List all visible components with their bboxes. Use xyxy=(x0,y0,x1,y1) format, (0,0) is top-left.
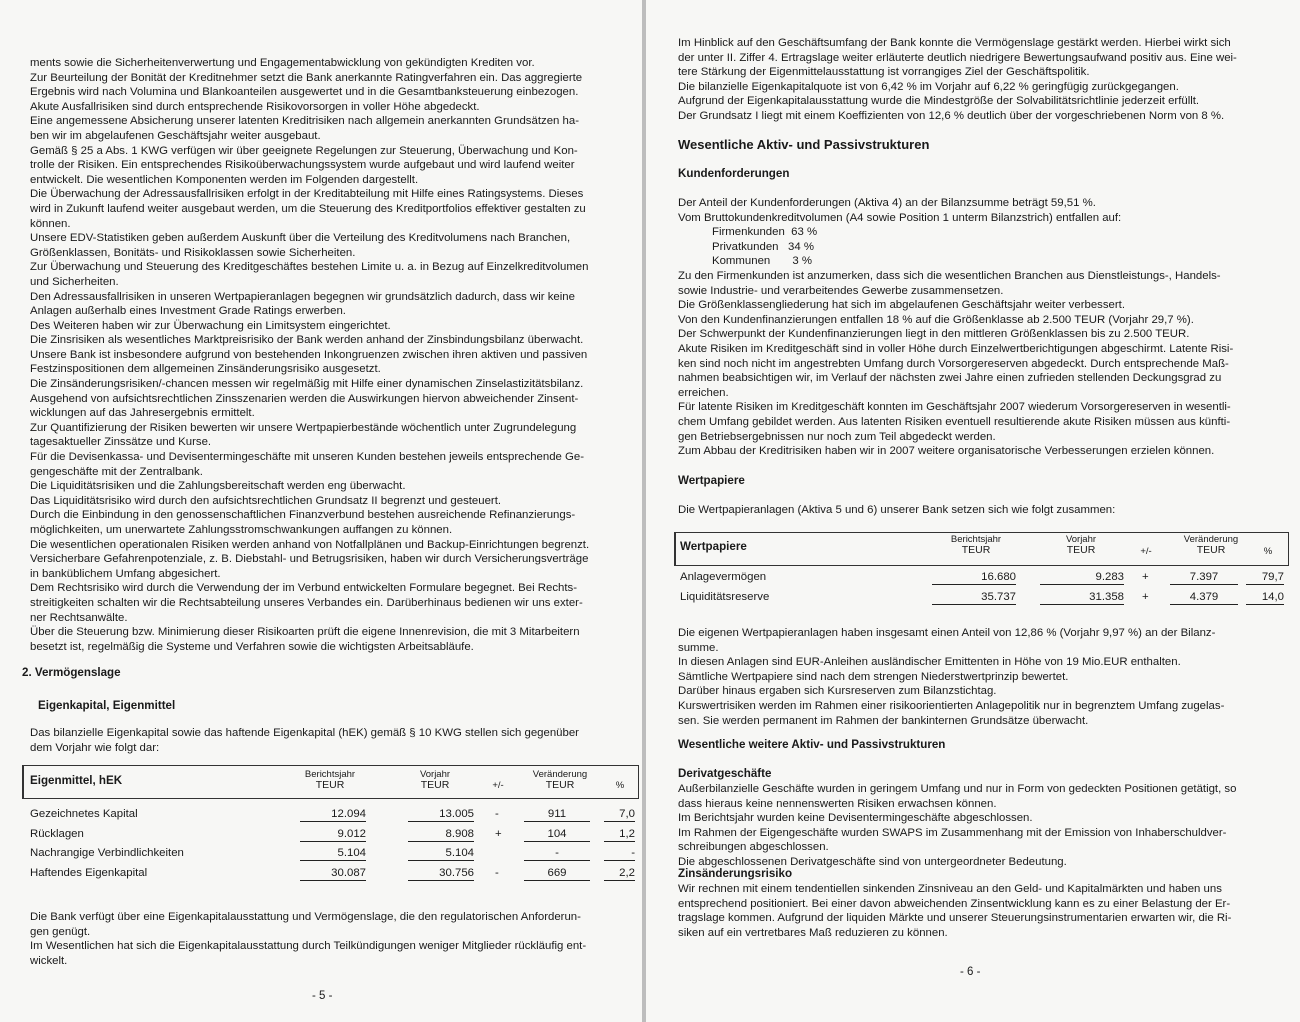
table-title: Wertpapiere xyxy=(680,540,747,553)
text-line: ken sind noch nicht im angestrebten Umfang durch Vorsorgereserven abgedeckt. Durch entsprechende Maß- xyxy=(678,357,1229,370)
text-line: Von den Kundenfinanzierungen entfallen 18 % auf die Größenklasse ab 2.500 TEUR (Vorjahr 29,7 %). xyxy=(678,313,1194,326)
text-line: Die Zinsrisiken als wesentliches Marktpreisrisiko der Bank werden anhand der Zinsbindungsbilanz überwacht. xyxy=(30,334,584,347)
text-line: Die abgeschlossenen Derivatgeschäfte sind von untergeordneter Bedeutung. xyxy=(678,855,1067,868)
cell-pct: 2,2 xyxy=(604,867,635,881)
text-line: streitigkeiten schalten wir die Rechtsabteilung unseres Verbandes ein. Darüberhinaus bedienen wir uns exter- xyxy=(30,596,583,609)
text-line: Außerbilanzielle Geschäfte wurden in geringem Umfang und nur in Form von gedeckten Positionen getätigt, so xyxy=(678,783,1237,795)
text-line: Anlagen außerhalb eines Investment Grade Ratings erwerben. xyxy=(30,305,346,318)
cell-current: 30.087 xyxy=(300,867,366,881)
cell-prior: 30.756 xyxy=(408,867,474,881)
header-current: Berichtsjahr TEUR xyxy=(304,769,356,791)
kunden-heading: Kundenforderungen xyxy=(678,167,790,180)
text-line: Zum Abbau der Kreditrisiken haben wir in 2007 weitere organisatorische Verbesserungen erzielen können. xyxy=(678,445,1215,458)
text-line: Das bilanzielle Eigenkapital sowie das haftende Eigenkapital (hEK) gemäß § 10 KWG stellen sich gegenüber xyxy=(30,727,579,739)
text-line: Kommunen 3 % xyxy=(712,255,813,268)
text-line: Dem Rechtsrisiko wird durch die Verwendung der im Verbund entwickelten Formulare begegnet. Bei Rechts- xyxy=(30,582,578,595)
text-line: Die bilanzielle Eigenkapitalquote ist von 6,42 % im Vorjahr auf 6,22 % geringfügig zurückgegangen. xyxy=(678,80,1179,93)
cell-prior: 8.908 xyxy=(408,828,474,842)
header-prior: Vorjahr TEUR xyxy=(419,769,451,791)
text-line: ben wir im abgelaufenen Geschäftsjahr weiter ausgebaut. xyxy=(30,129,321,142)
kunden-text-b xyxy=(678,269,1233,459)
header-change: Veränderung TEUR xyxy=(1183,534,1239,556)
text-line: siken auf ein vertretbares Maß reduzieren zu können. xyxy=(678,926,948,939)
page-5 xyxy=(0,0,642,1022)
text-line: Größenklassen, Bonitäts- und Risikoklassen sowie Sicherheiten. xyxy=(30,246,356,259)
text-line: Unsere EDV-Statistiken geben außerdem Auskunft über die Verteilung des Kreditvolumens nach Branchen, xyxy=(30,232,571,245)
text-line: ments sowie die Sicherheitenverwertung und Engagementabwicklung von gekündigten Krediten vor. xyxy=(30,57,535,69)
text-line: Vom Bruttokundenkreditvolumen (A4 sowie Position 1 unterm Bilanzstrich) entfallen auf: xyxy=(678,211,1122,224)
text-line: tragslage kommen. Aufgrund der liquiden Märkte und unserer Steuerungsinstrumentarien erwarten wir, die Ri- xyxy=(678,912,1232,925)
cell-change: 104 xyxy=(524,828,590,842)
text-line: Versicherbare Gefahrenpotenziale, z. B. Diebstahl- und Betrugsrisiken, haben wir durch Versicherungsverträge xyxy=(30,553,589,566)
section-heading: 2. Vermögenslage xyxy=(22,666,121,679)
text-line: der unter II. Ziffer 4. Ertragslage weiter erläuterte deutlich niedrigere Bewertungsaufwand positiv aus. Eine wei- xyxy=(678,51,1237,64)
text-line: Aufgrund der Eigenkapitalausstattung wurde die Mindestgröße der Solvabilitätsrichtlinie jederzeit erfüllt. xyxy=(678,95,1200,108)
cell-change: 669 xyxy=(524,867,590,881)
cell-change: 7.397 xyxy=(1170,571,1238,585)
cell-sign: - xyxy=(495,867,499,880)
text-line: Akute Ausfallrisiken sind durch entsprechende Risikovorsorgen in voller Höhe abgedeckt. xyxy=(30,100,480,113)
cell-pct: 1,2 xyxy=(604,828,635,842)
table-intro xyxy=(30,726,579,755)
page-number: - 6 - xyxy=(960,966,981,978)
header-change: Veränderung TEUR xyxy=(532,769,588,791)
cell-pct: - xyxy=(604,847,635,861)
derivat-heading: Derivatgeschäfte xyxy=(678,767,772,780)
text-line: ner Rechtsanwälte. xyxy=(30,611,128,624)
text-line: gen genügt. xyxy=(30,925,91,938)
text-line: Unsere Bank ist insbesondere aufgrund von bestehenden Inkongruenzen zwischen ihren aktiven und passiven xyxy=(30,348,588,361)
text-line: und Sicherheiten. xyxy=(30,275,119,288)
text-line: Gemäß § 25 a Abs. 1 KWG verfügen wir über geeignete Regelungen zur Steuerung, Überwachung und Kon- xyxy=(30,144,578,157)
text-line: Die Überwachung der Adressausfallrisiken erfolgt in der Kreditabteilung mit Hilfe eines Ratingsystems. Dieses xyxy=(30,188,584,201)
text-line: Den Adressausfallrisiken in unseren Wertpapieranlagen begegnen wir grundsätzlich dadurch, dass wir keine xyxy=(30,290,575,303)
text-line: Im Berichtsjahr wurden keine Devisentermingeschäfte abgeschlossen. xyxy=(678,812,1033,825)
header-sign: +/- xyxy=(1140,546,1152,557)
text-line: Die wesentlichen operationalen Risiken werden anhand von Notfallplänen und Backup-Einrichtungen begrenzt. xyxy=(30,538,590,551)
text-line: Das Liquiditätsrisiko wird durch den aufsichtsrechtlichen Grundsatz II begrenzt und gesteuert. xyxy=(30,494,502,507)
text-line: besetzt ist, regelmäßig die Systeme und Verfahren sowie die wichtigsten Arbeitsabläufe. xyxy=(30,640,474,653)
text-line: entwickelt. Die wesentlichen Komponenten werden im Folgenden dargestellt. xyxy=(30,173,419,186)
text-line: können. xyxy=(30,217,71,230)
text-line: Festzinspositionen dem allgemeinen Zinsänderungsrisiko ausgesetzt. xyxy=(30,363,381,376)
cell-pct: 14,0 xyxy=(1246,591,1284,605)
text-line: möglichkeiten, um unerwartete Zahlungsstromschwankungen auffangen zu können. xyxy=(30,524,453,536)
cell-sign: - xyxy=(495,808,499,820)
cell-prior: 5.104 xyxy=(408,847,474,861)
text-line: Kurswertrisiken werden im Rahmen einer risikoorientierten Anlagepolitik nur in begrenztem Umfang zugelas- xyxy=(678,699,1225,712)
page-number: - 5 - xyxy=(312,990,333,1002)
further-heading: Wesentliche weitere Aktiv- und Passivstrukturen xyxy=(678,738,946,751)
text-line: Sämtliche Wertpapiere sind nach dem strengen Niederstwertprinzip bewertet. xyxy=(678,670,1069,683)
kunden-text-a xyxy=(678,196,1121,225)
header-pct: % xyxy=(1263,546,1273,557)
text-line: gen Betriebsergebnissen nur noch zum Teil abgedeckt werden. xyxy=(678,430,996,443)
cell-current: 16.680 xyxy=(932,571,1016,585)
text-line: Ausgehend von aufsichtsrechtlichen Zinsszenarien werden die Auswirkungen hiervon abweichender Zinsent- xyxy=(30,392,579,405)
cell-current: 9.012 xyxy=(300,828,366,842)
text-line: wicklungen auf das Jahresergebnis ermittelt. xyxy=(30,407,255,420)
subheading: Eigenkapital, Eigenmittel xyxy=(38,699,176,712)
text-line: Des Weiteren haben wir zur Überwachung ein Limitsystem eingerichtet. xyxy=(30,319,391,332)
cell-current: 35.737 xyxy=(932,591,1016,605)
text-line: Die Zinsänderungsrisiken/-chancen messen wir regelmäßig mit Hilfe einer dynamischen Zinselastizitätsbilanz. xyxy=(30,378,584,391)
text-line: entsprechend positioniert. Bei einer davon abweichenden Zinsentwicklung kann es zu einer Belastung der Er- xyxy=(678,897,1231,910)
text-line: Über die Steuerung bzw. Minimierung dieser Risikoarten prüft die eigene Innenrevision, die mit 3 Mitarbeitern xyxy=(30,626,580,639)
risk-text xyxy=(30,56,589,654)
text-line: Der Schwerpunkt der Kundenfinanzierungen liegt in den mittleren Größenklassen bis zu 2.500 TEUR. xyxy=(678,328,1190,341)
text-line: Eine angemessene Absicherung unserer latenten Kreditrisiken nach allgemein anerkannten Grundsätzen ha- xyxy=(30,115,579,128)
text-line: in banküblichem Umfang abgesichert. xyxy=(30,567,221,580)
cell-prior: 9.283 xyxy=(1040,571,1124,585)
text-line: Ergebnis wird nach Volumina und Blankoanteilen ausgewertet und in die Gesamtbanksteuerung einbezogen. xyxy=(30,86,579,99)
text-line: nahmen beabsichtigen wir, im Verlauf der nächsten zwei Jahre einen zufrieden stellenden Deckungsgrad zu xyxy=(678,372,1222,385)
closing-text xyxy=(30,910,586,968)
cell-change: 911 xyxy=(524,808,590,822)
intro-text xyxy=(678,36,1237,124)
text-line: wird in Zukunft laufend weiter ausgebaut werden, um die Steuerung des Kreditportfolios effektiver gestalten zu xyxy=(30,202,586,215)
cell-current: 5.104 xyxy=(300,847,366,861)
text-line: Im Rahmen der Eigengeschäfte wurden SWAPS im Zusammenhang mit der Emission von Inhaberschuldver- xyxy=(678,826,1227,839)
header-pct: % xyxy=(615,780,625,791)
cell-prior: 13.005 xyxy=(408,808,474,822)
cell-sign: + xyxy=(495,827,502,840)
text-line: Firmenkunden 63 % xyxy=(712,226,818,238)
text-line: chem Umfang gebildet werden. Aus latenten Risiken eventuell resultierende akute Risiken müssen aus künfti- xyxy=(678,415,1231,428)
page-6 xyxy=(646,0,1300,1022)
text-line: Im Wesentlichen hat sich die Eigenkapitalausstattung durch Teilkündigungen weniger Mitglieder rückläufig ent- xyxy=(30,940,587,953)
cell-prior: 31.358 xyxy=(1040,591,1124,605)
row-label: Nachrangige Verbindlichkeiten xyxy=(30,847,184,860)
text-line: Im Hinblick auf den Geschäftsumfang der Bank konnte die Vermögenslage gestärkt werden. Hierbei wirkt sich xyxy=(678,37,1231,49)
text-line: Die Bank verfügt über eine Eigenkapitalausstattung und Vermögenslage, die den regulatorischen Anforderun- xyxy=(30,911,581,923)
row-label: Rücklagen xyxy=(30,827,84,840)
row-label: Haftendes Eigenkapital xyxy=(30,867,148,880)
wertpapiere-heading: Wertpapiere xyxy=(678,474,745,487)
main-heading: Wesentliche Aktiv- und Passivstrukturen xyxy=(678,137,930,152)
cell-current: 12.094 xyxy=(300,808,366,822)
wertpapiere-intro: Die Wertpapieranlagen (Aktiva 5 und 6) unserer Bank setzen sich wie folgt zusammen: xyxy=(678,504,1116,516)
text-line: summe. xyxy=(678,641,719,654)
wertpapiere-text xyxy=(678,626,1224,728)
zins-text xyxy=(678,882,1231,940)
cell-sign: + xyxy=(1142,571,1149,583)
text-line: Die Liquiditätsrisiken und die Zahlungsbereitschaft werden eng überwacht. xyxy=(30,480,406,493)
cell-change: - xyxy=(524,847,590,861)
text-line: In diesen Anlagen sind EUR-Anleihen ausländischer Emittenten in Höhe von 19 Mio.EUR enthalten. xyxy=(678,656,1181,669)
text-line: Privatkunden 34 % xyxy=(712,240,814,253)
cell-pct: 7,0 xyxy=(604,808,635,822)
header-sign: +/- xyxy=(492,780,504,791)
text-line: sowie Industrie- und verarbeitendes Gewerbe zusammensetzen. xyxy=(678,284,1004,297)
text-line: Für die Devisenkassa- und Devisentermingeschäfte mit unseren Kunden bestehen jeweils entsprechende Ge- xyxy=(30,451,585,464)
text-line: gengeschäfte mit der Zentralbank. xyxy=(30,465,203,478)
text-line: erreichen. xyxy=(678,386,729,399)
text-line: Darüber hinaus ergaben sich Kursreserven zum Bilanzstichtag. xyxy=(678,685,997,698)
text-line: wickelt. xyxy=(30,954,68,967)
text-line: Zur Überwachung und Steuerung des Kreditgeschäftes bestehen Limite u. a. in Bezug auf Einzelkreditvolumen xyxy=(30,261,589,274)
derivat-text xyxy=(678,782,1236,870)
row-label: Anlagevermögen xyxy=(680,571,767,583)
text-line: Durch die Einbindung in den genossenschaftlichen Finanzverbund bestehen ausreichende Refinanzierungs- xyxy=(30,509,576,522)
text-line: Der Anteil der Kundenforderungen (Aktiva 4) an der Bilanzsumme beträgt 59,51 %. xyxy=(678,197,1096,209)
header-current: Berichtsjahr TEUR xyxy=(950,534,1002,556)
row-label: Liquiditätsreserve xyxy=(680,591,770,603)
text-line: dass hieraus keine nennenswerten Risiken erwachsen können. xyxy=(678,797,997,810)
text-line: Wir rechnen mit einem tendentiellen sinkenden Zinsniveau an den Geld- und Kapitalmärkten und haben uns xyxy=(678,883,1222,895)
cell-pct: 79,7 xyxy=(1246,571,1284,585)
text-line: tere Stärkung der Eigenmittelausstattung ist vorrangiges Ziel der Geschäftspolitik. xyxy=(678,66,1090,79)
text-line: Akute Risiken im Kreditgeschäft sind in voller Höhe durch Einzelwertberichtigungen abgeschirmt. Latente Risi- xyxy=(678,342,1234,355)
text-line: dem Vorjahr wie folgt dar: xyxy=(30,741,160,754)
customer-split-list xyxy=(712,225,817,269)
cell-change: 4.379 xyxy=(1170,591,1238,605)
zins-heading: Zinsänderungsrisiko xyxy=(678,867,793,880)
text-line: Zur Quantifizierung der Risiken bewerten wir unsere Wertpapierbestände wöchentlich unter Zugrundelegung xyxy=(30,421,577,434)
text-line: Der Grundsatz I liegt mit einem Koeffizienten von 12,6 % deutlich über der vorgeschriebenen Norm von 8 %. xyxy=(678,109,1225,122)
text-line: Zu den Firmenkunden ist anzumerken, dass sich die wesentlichen Branchen aus Dienstleistungs-, Handels- xyxy=(678,270,1221,282)
text-line: Für latente Risiken im Kreditgeschäft konnten im Geschäftsjahr 2007 wiederum Vorsorgereserven in wesentli- xyxy=(678,401,1231,414)
text-line: schreibungen abgeschlossen. xyxy=(678,841,829,854)
header-prior: Vorjahr TEUR xyxy=(1065,534,1097,556)
text-line: sen. Sie werden permanent im Rahmen der bankinternen Grundsätze überwacht. xyxy=(678,714,1089,727)
row-label: Gezeichnetes Kapital xyxy=(30,808,138,820)
text-line: tagesaktueller Zinssätze und Kurse. xyxy=(30,436,212,449)
text-line: Die eigenen Wertpapieranlagen haben insgesamt einen Anteil von 12,86 % (Vorjahr 9,97 %) an der Bilanz- xyxy=(678,627,1216,639)
cell-sign: + xyxy=(1142,591,1149,603)
text-line: Zur Beurteilung der Bonität der Kreditnehmer setzt die Bank anerkannte Ratingverfahren ein. Das aggregierte xyxy=(30,71,583,84)
table-title: Eigenmittel, hEK xyxy=(30,774,123,787)
text-line: Die Größenklassengliederung hat sich im abgelaufenen Geschäftsjahr weiter verbessert. xyxy=(678,299,1125,312)
text-line: trolle der Risiken. Ein entsprechendes Risikoüberwachungssystem wurde aufgebaut und wird laufend weiter xyxy=(30,159,575,172)
